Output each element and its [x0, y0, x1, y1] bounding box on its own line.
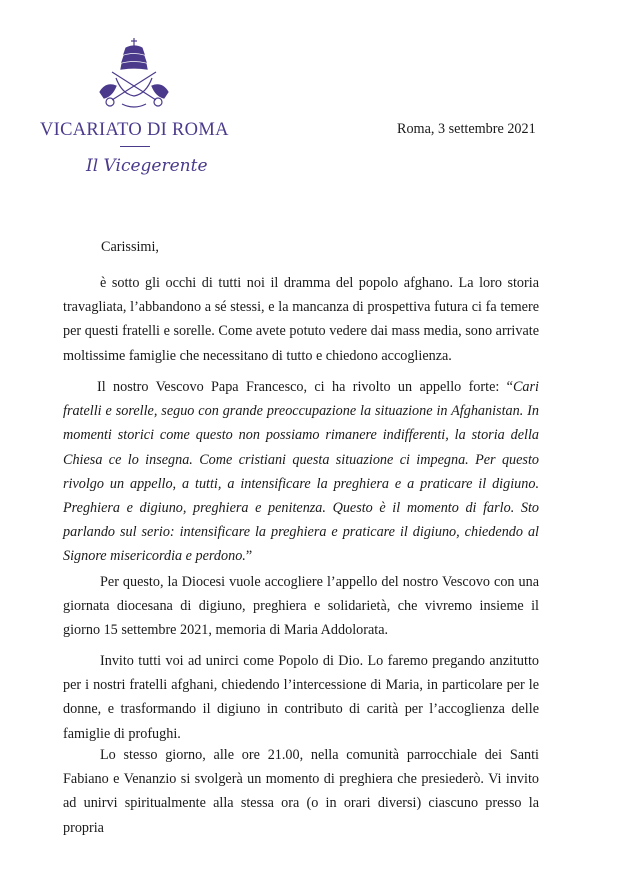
- organization-name: VICARIATO DI ROMA: [40, 120, 229, 140]
- paragraph-2-close: ”: [245, 548, 253, 565]
- paragraph-2: [63, 375, 539, 569]
- paragraph-2-intro: Il nostro Vescovo Papa Francesco, ci ha rivolto un appello forte: “: [97, 379, 513, 395]
- sender-title: Il Vicegerente: [86, 156, 208, 176]
- paragraph-1: è sotto gli occhi di tutti noi il dramma del popolo afghano. La loro storia travagliata, l’abbandono a sé stessi, e la mancanza di prospettiva futura ci fa temere per questi fratelli e sorelle. Come avete potuto vedere dai mass media, sono arrivate moltissime famiglie che necessitano di tutto e chiedono accoglienza.: [63, 275, 539, 364]
- paragraph-4: Invito tutti voi ad unirci come Popolo di Dio. Lo faremo pregando anzitutto per i nostri fratelli afghani, chiedendo l’intercessione di Maria, in particolare per le donne, e trasformando il digiuno in contributo di carità per l’accoglienza delle famiglie di profughi.: [63, 653, 539, 742]
- letterhead-divider: [120, 146, 150, 147]
- letter-date: Roma, 3 settembre 2021: [397, 121, 536, 137]
- paragraph-5: Lo stesso giorno, alle ore 21.00, nella comunità parrocchiale dei Santi Fabiano e Venanzio si svolgerà un momento di preghiera che presiederò. Vi invito ad unirvi spiritualmente alla stessa ora (o in orari diversi) ciascuno presso la propria: [63, 747, 539, 836]
- pope-quote: Cari fratelli e sorelle, seguo con grande preoccupazione la situazione in Afghanistan. In momenti storici come questo non possiamo rimanere indifferenti, la storia della Chiesa ce lo insegna. Come cristiani questa situazione ci impegna. Per questo rivolgo un appello, a tutti, a intensificare la preghiera e a praticare il digiuno. Preghiera e digiuno, preghiera e penitenza. Questo è il momento di farlo. Sto parlando sul serio: intensificare la preghiera e praticare il digiuno, chiedendo al Signore misericordia e perdono.: [63, 379, 539, 565]
- salutation: Carissimi,: [101, 239, 159, 255]
- paragraph-3: Per questo, la Diocesi vuole accogliere l’appello del nostro Vescovo con una giornata diocesana di digiuno, preghiera e solidarietà, che vivremo insieme il giorno 15 settembre 2021, memoria di Maria Addolorata.: [63, 574, 539, 639]
- papal-crest-icon: [92, 36, 176, 112]
